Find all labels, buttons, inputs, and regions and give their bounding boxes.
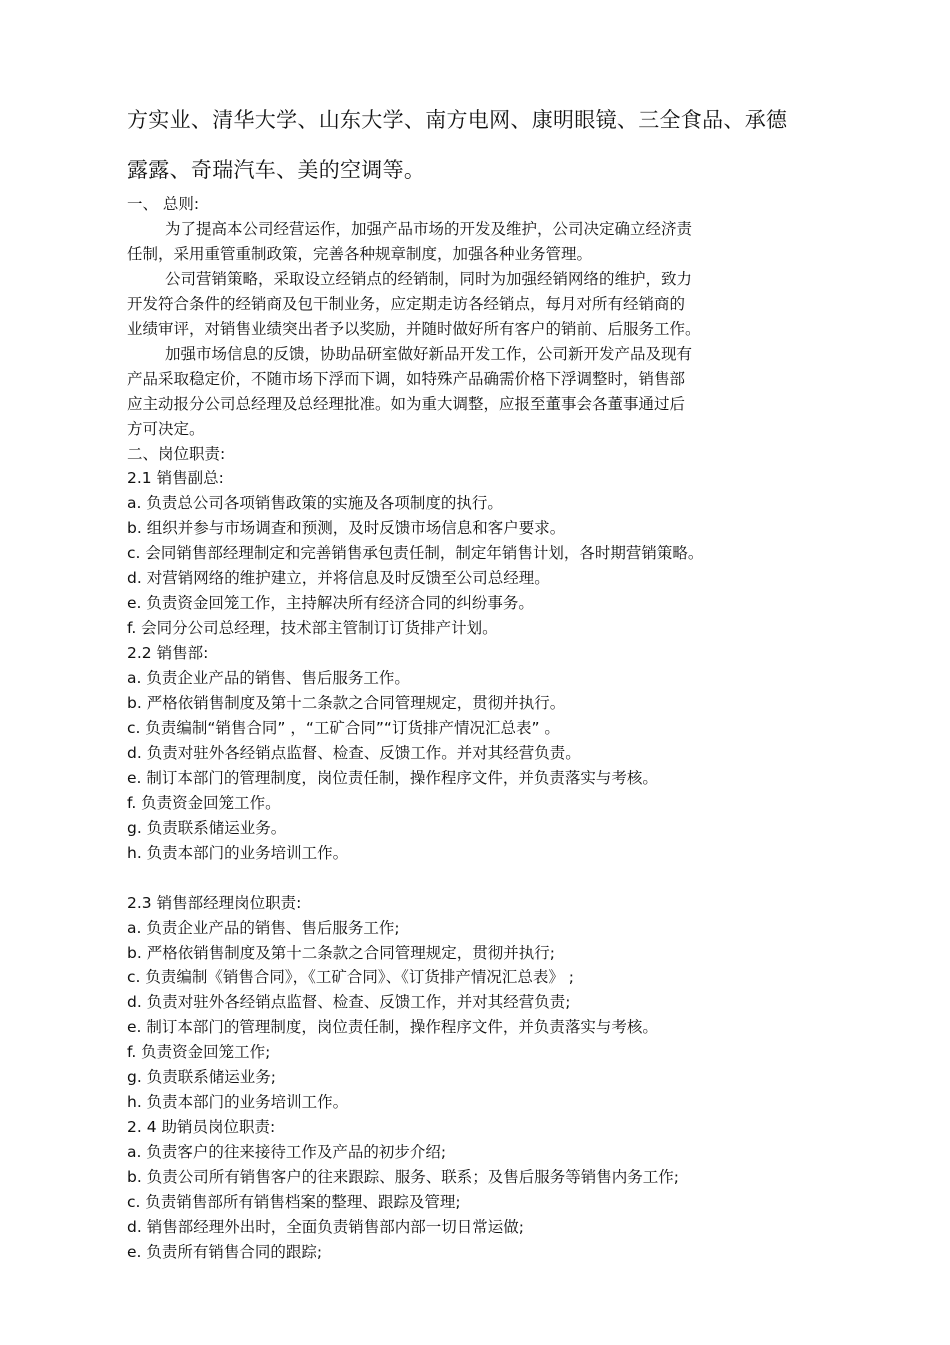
text-line: 业绩审评，对销售业绩突出者予以奖励，并随时做好所有客户的销前、后服务工作。 <box>127 319 701 338</box>
text-line: f. 负责资金回笼工作。 <box>127 793 281 812</box>
text-line: a. 负责企业产品的销售、售后服务工作; <box>127 918 400 937</box>
text-line: 开发符合条件的经销商及包干制业务，应定期走访各经销点，每月对所有经销商的 <box>127 294 686 313</box>
text-line: c. 会同销售部经理制定和完善销售承包责任制，制定年销售计划，各时期营销策略。 <box>127 544 704 563</box>
text-line: a. 负责总公司各项销售政策的实施及各项制度的执行。 <box>127 494 503 513</box>
text-line: c. 负责编制“销售合同” ，“工矿合同”“订货排产情况汇总表” 。 <box>127 718 560 737</box>
text-line: d. 对营销网络的维护建立，并将信息及时反馈至公司总经理。 <box>127 569 550 588</box>
text-line: 二、岗位职责: <box>127 444 226 463</box>
text-line: b. 严格依销售制度及第十二条款之合同管理规定，贯彻并执行。 <box>127 694 566 712</box>
text-line: 方可决定。 <box>127 419 205 438</box>
text-line: e. 负责资金回笼工作，主持解决所有经济合同的纠纷事务。 <box>127 594 534 613</box>
text-line: d. 负责对驻外各经销点监督、检查、反馈工作。并对其经营负责。 <box>127 743 581 762</box>
text-line: g. 负责联系储运业务。 <box>127 818 287 837</box>
text-line: 任制，采用重管重制政策，完善各种规章制度，加强各种业务管理。 <box>127 244 593 263</box>
text-line: c. 负责销售部所有销售档案的整理、跟踪及管理; <box>127 1193 461 1211</box>
text-line: 为了提高本公司经营运作，加强产品市场的开发及维护，公司决定确立经济责 <box>165 219 693 238</box>
text-line: f. 负责资金回笼工作; <box>127 1043 271 1062</box>
text-line: b. 组织并参与市场调查和预测，及时反馈市场信息和客户要求。 <box>127 519 566 538</box>
text-line: 公司营销策略，采取设立经销点的经销制，同时为加强经销网络的维护，致力 <box>165 269 693 288</box>
text-line: h. 负责本部门的业务培训工作。 <box>127 843 349 862</box>
text-line: e. 制订本部门的管理制度，岗位责任制，操作程序文件，并负责落实与考核。 <box>127 768 658 787</box>
text-line: b. 负责公司所有销售客户的往来跟踪、服务、联系；及售后服务等销售内务工作; <box>127 1168 679 1186</box>
text-line: a. 负责客户的往来接待工作及产品的初步介绍; <box>127 1143 447 1162</box>
text-line: g. 负责联系储运业务; <box>127 1068 276 1087</box>
text-line: d. 销售部经理外出时，全面负责销售部内部一切日常运做; <box>127 1217 524 1236</box>
text-line: e. 制订本部门的管理制度，岗位责任制，操作程序文件，并负责落实与考核。 <box>127 1018 658 1037</box>
text-line: h. 负责本部门的业务培训工作。 <box>127 1093 349 1112</box>
text-line: f. 会同分公司总经理，技术部主管制订订货排产计划。 <box>127 619 498 638</box>
text-line: 2.2 销售部: <box>127 644 209 663</box>
text-line: 一、 总则: <box>127 195 200 213</box>
text-line: 2.1 销售副总: <box>127 469 224 488</box>
text-line: d. 负责对驻外各经销点监督、检查、反馈工作，并对其经营负责; <box>127 993 571 1012</box>
text-line: 应主动报分公司总经理及总经理批准。如为重大调整，应报至董事会各董事通过后 <box>127 394 686 413</box>
text-line: e. 负责所有销售合同的跟踪; <box>127 1242 323 1261</box>
text-line: 2. 4 助销员岗位职责: <box>127 1118 276 1137</box>
text-line: b. 严格依销售制度及第十二条款之合同管理规定，贯彻并执行; <box>127 943 555 962</box>
text-line: a. 负责企业产品的销售、售后服务工作。 <box>127 669 410 687</box>
text-line: 产品采取稳定价，不随市场下浮而下调，如特殊产品确需价格下浮调整时，销售部 <box>127 369 686 388</box>
intro-line-2: 露露、奇瑞汽车、美的空调等。 <box>127 158 426 182</box>
text-line: 加强市场信息的反馈，协助品研室做好新品开发工作，公司新开发产品及现有 <box>165 344 693 363</box>
intro-line-1: 方实业、清华大学、山东大学、南方电网、康明眼镜、三全食品、承德 <box>127 108 788 132</box>
text-line: c. 负责编制《销售合同》，《工矿合同》、《订货排产情况汇总表》 ; <box>127 968 575 987</box>
text-line: 2.3 销售部经理岗位职责: <box>127 893 302 912</box>
